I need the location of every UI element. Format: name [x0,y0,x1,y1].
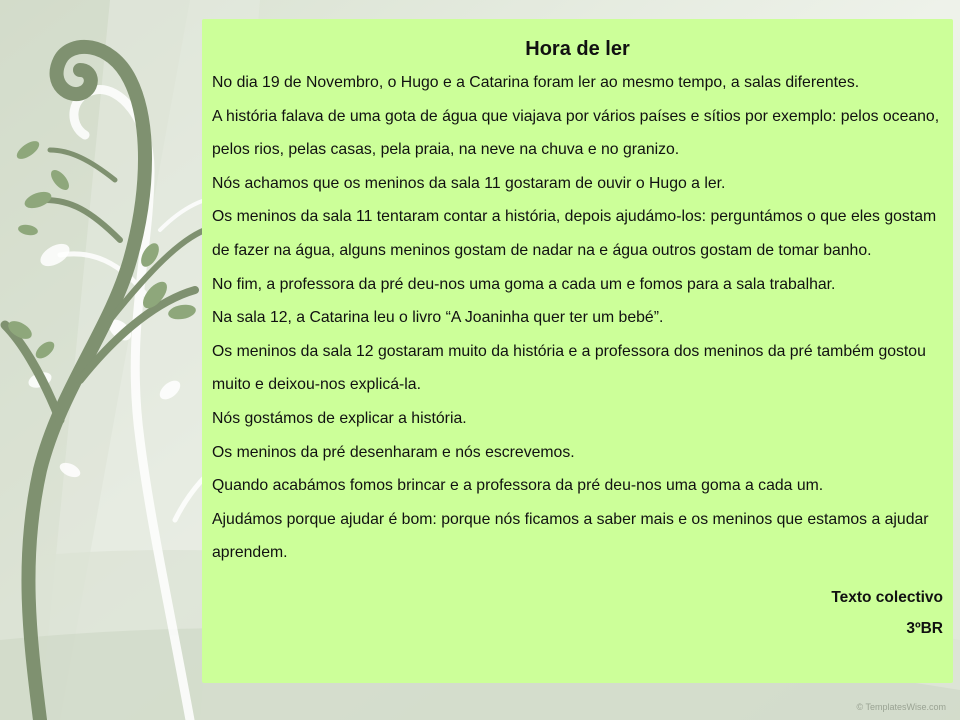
signature-class: 3ºBR [906,619,943,637]
body-text [212,66,943,570]
paragraph: No fim, a professora da pré deu-nos uma goma a cada um e fomos para a sala trabalhar. [212,275,836,293]
paragraph: A história falava de uma gota de água que viajava por vários países e sítios por exemplo: pelos oceano, pelos rios, pelas casas, pela praia, na neve na chuva e no granizo. [212,107,940,159]
paragraph: Na sala 12, a Catarina leu o livro “A Joaninha quer ter um bebé”. [212,309,664,327]
slide-title: Hora de ler [525,38,630,60]
paragraph: No dia 19 de Novembro, o Hugo e a Catarina foram ler ao mesmo tempo, a salas diferentes. [212,74,860,91]
paragraph: Ajudámos porque ajudar é bom: porque nós ficamos a saber mais e os meninos que estamos a ajudar aprendem. [212,510,929,562]
paragraph: Nós gostámos de explicar a história. [212,409,467,427]
signature-author: Texto colectivo [831,588,943,606]
paragraph: Quando acabámos fomos brincar e a professora da pré deu-nos uma goma a cada um. [212,477,824,495]
paragraph: Os meninos da pré desenharam e nós escrevemos. [212,443,575,461]
watermark: © TemplatesWise.com [856,702,946,712]
paragraph: Nós achamos que os meninos da sala 11 gostaram de ouvir o Hugo a ler. [212,174,726,192]
paragraph: Os meninos da sala 11 tentaram contar a história, depois ajudámo-los: perguntámos o que eles gostam de fazer na água, alguns meninos gostam de nadar na e água outros gostam de tomar banho. [212,208,937,259]
signature [212,582,943,644]
text-box [202,19,953,683]
paragraph: Os meninos da sala 12 gostaram muito da história e a professora dos meninos da pré também gostou muito e deixou-nos explicá-la. [212,342,926,394]
